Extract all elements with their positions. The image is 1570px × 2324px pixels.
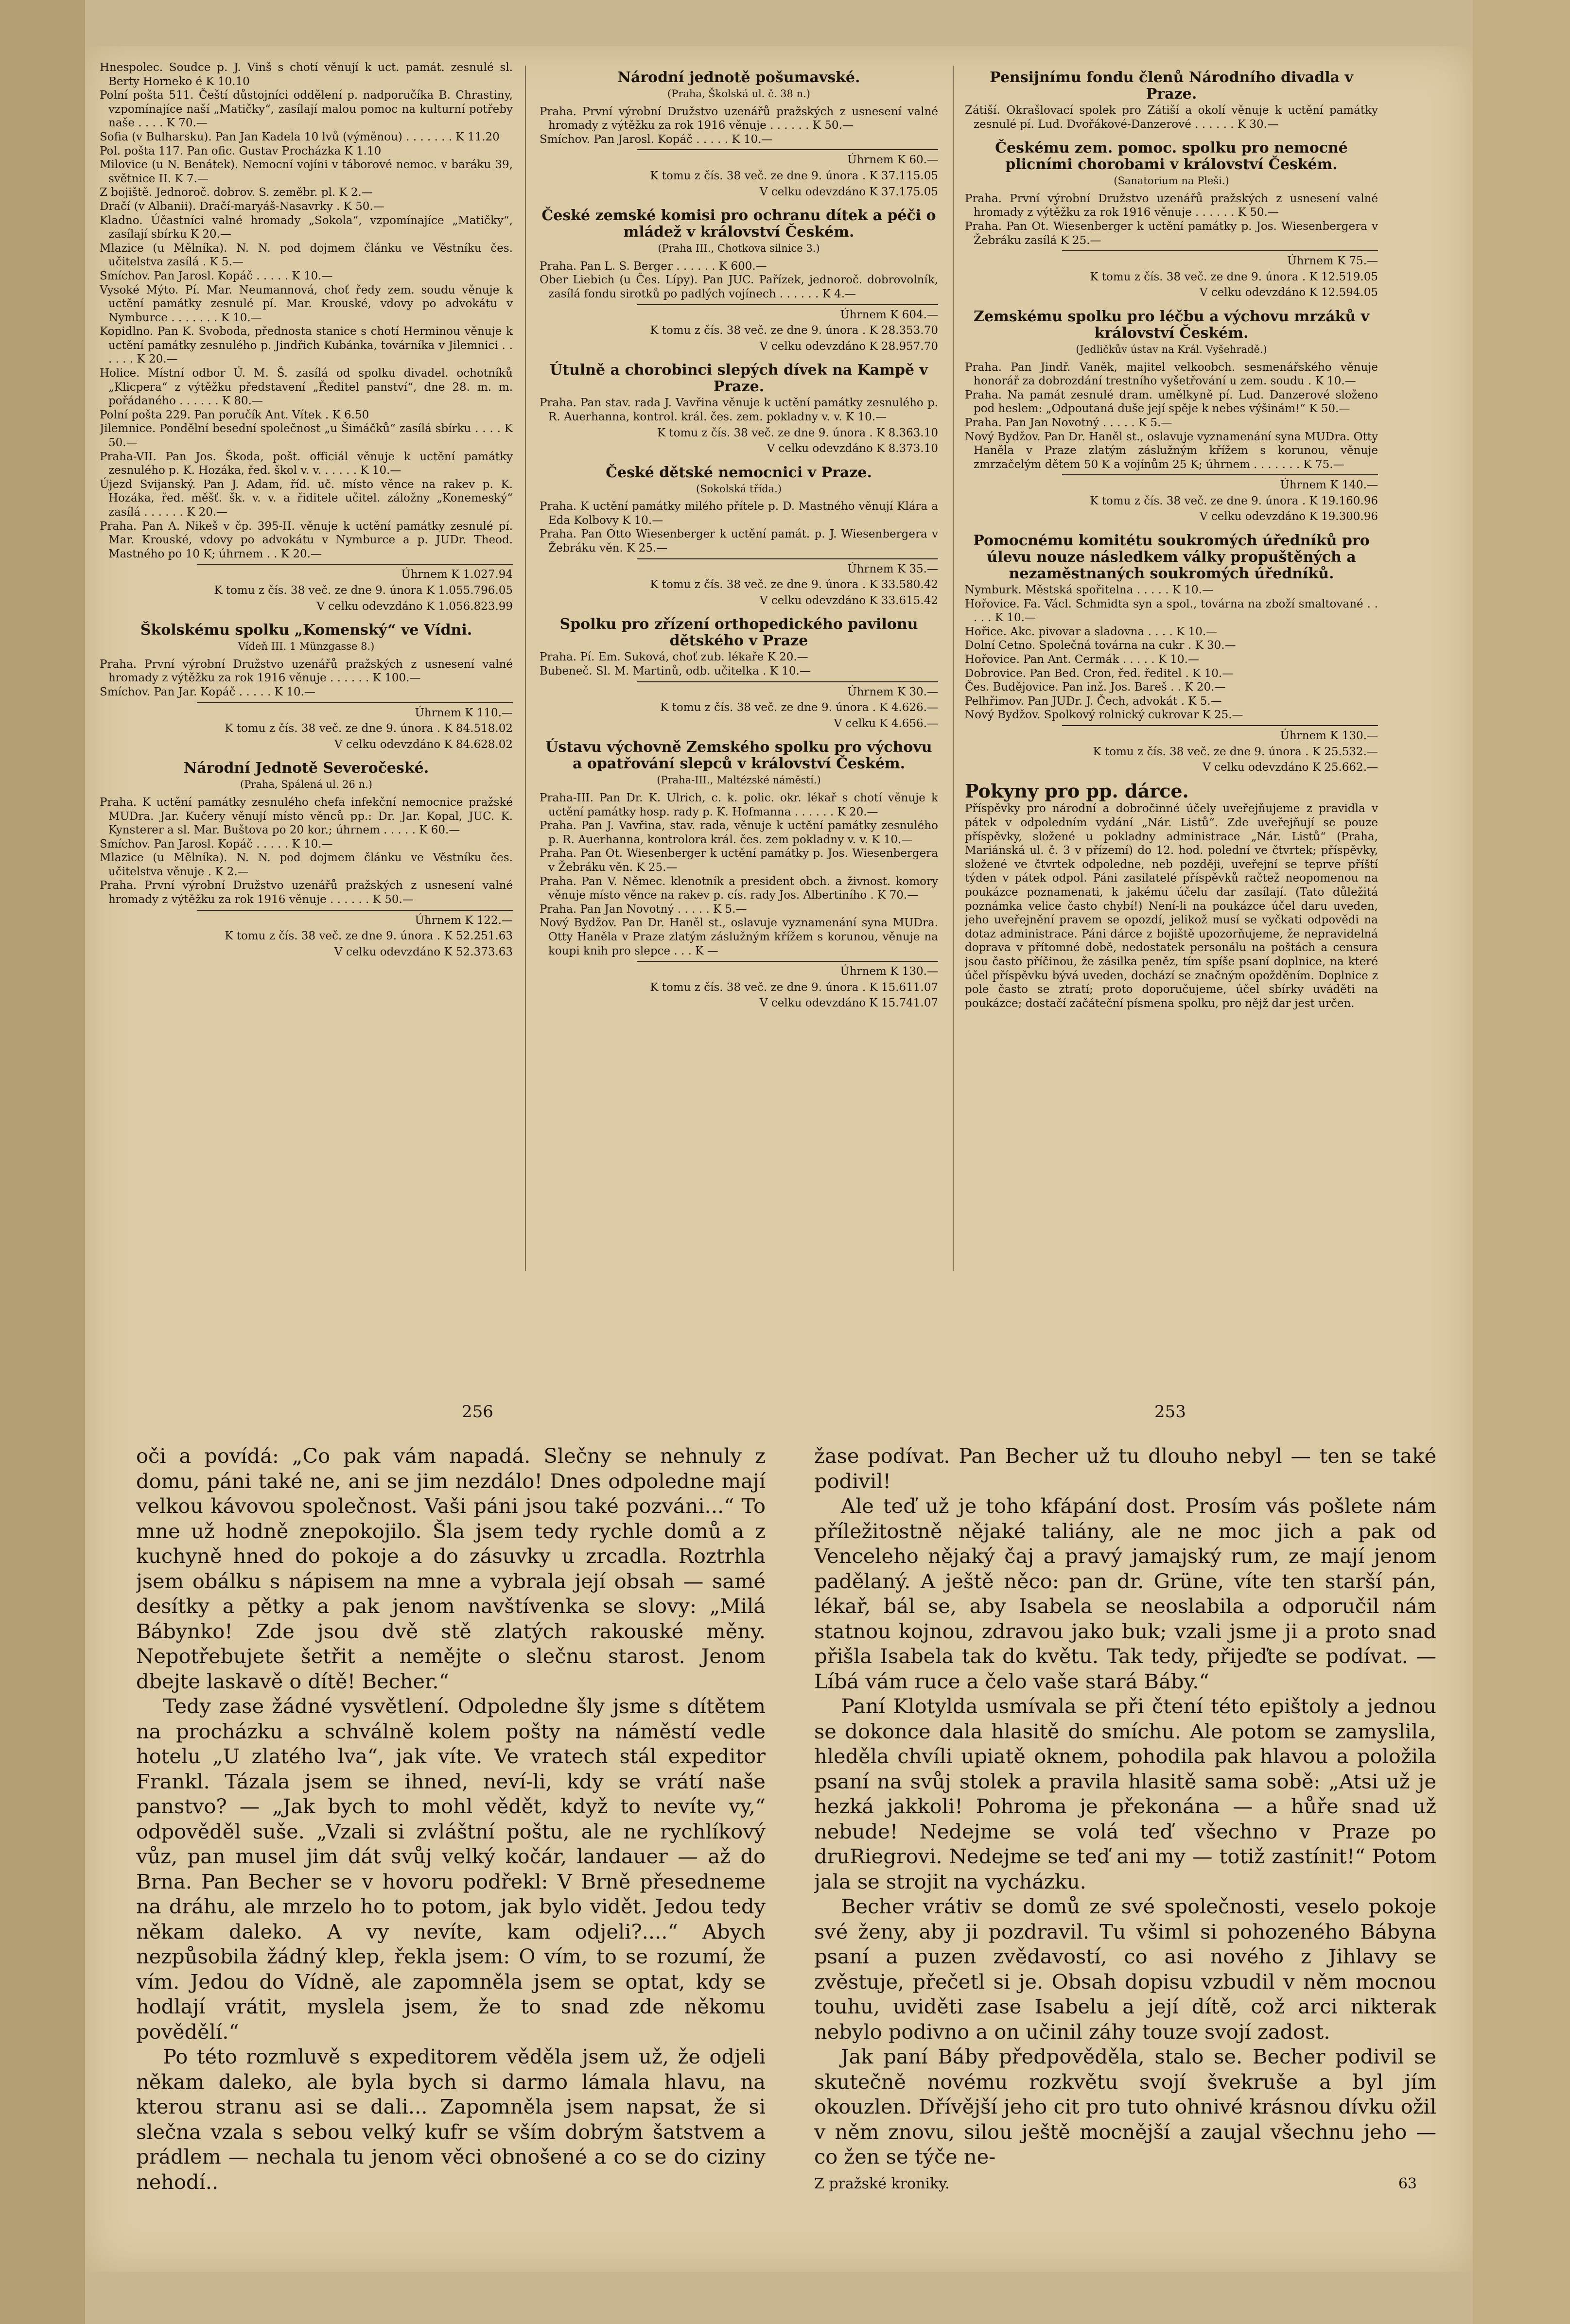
story-paragraph: Tedy zase žádné vysvětlení. Odpoledne šly jsme s dítětem na procházku a schválně kolem pošty na náměstí vedle hotelu „U zlatého lva“, jak víte. Ve vratech stál expeditor Frankl. Tázala jsem se ihned, neví-li, kdy se vrátí naše panstvo? — „Jak bych to mohl vědět, když to nevíte vy,“ odpověděl suše. „Vzali si zvláštní poštu, ale ne rychlíkový vůz, pan musel jim dát svůj velký kočár, landauer — až do Brna. Pan Becher se v hovoru podřekl: V Brně přesedneme na dráhu, ale mrzelo ho to potom, jak bylo vidět. Jedou tedy někam daleko. A vy nevíte, kam odjeli?....“ Abych nezpůsobila žádný klep, řekla jsem: O vím, to se rozumí, že vím. Jedou do Vídně, ale zapomněla jsem se optat, kdy se hodlají vrátit, myslela jsem, že to snad zde někomu povědělí.“ [136, 1694, 766, 2044]
subtotal: Úhrnem K 130.— [1280, 729, 1378, 742]
subtotal: Úhrnem K 122.— [415, 914, 513, 927]
carried-total: K tomu z čís. 38 več. ze dne 9. února . K 33.580.42 [650, 578, 938, 591]
donation-list [965, 361, 1378, 472]
donation-entry: Praha. Pan Jan Novotný . . . . . K 5.— [965, 416, 1172, 429]
donation-entry: Praha. Pan Jan Novotný . . . . . K 5.— [540, 902, 747, 916]
story-column-left [136, 1443, 766, 2221]
donation-entry: Milovice (u N. Benátek). Nemocní vojíni v táborové nemoc. v baráku 39, světnice II. K 7.— [100, 158, 513, 185]
grand-total: V celku odevzdáno K 52.373.63 [334, 945, 513, 958]
donation-entry: Hnespolec. Soudce p. J. Vinš s chotí věnují k uct. památ. zesnulé sl. Berty Horneko é K 10.10 [100, 61, 513, 88]
donation-entry: Smíchov. Pan Jarosl. Kopáč . . . . . K 10.— [540, 133, 773, 146]
donation-entry: Smíchov. Pan Jar. Kopáč . . . . . K 10.— [100, 685, 315, 698]
donation-entry: Praha. Pan stav. rada J. Vavřina věnuje k uctění památky zesnulého p. R. Auerhanna, kontrol. král. čes. zem. pokladny v. v. K 10.— [540, 397, 938, 423]
donation-entry: Mlazice (u Mělníka). N. N. pod dojmem článku ve Věstníku čes. učitelstva zasílá . K 5.— [100, 242, 513, 269]
story-paragraph: Po této rozmluvě s expeditorem věděla jsem už, že odjeli někam daleko, ale byla bych si darmo lámala hlavu, na kterou stranu asi se dali... Zapomněla jsem napsat, že si slečna vzala s sebou velký kufr se vším dobrým šatstvem a prádlem — nechala tu jenom věci obnošené a co se do ciziny nehodí.. [136, 2045, 766, 2194]
subtotal: Úhrnem K 130.— [840, 965, 938, 978]
donation-entry: Jilemnice. Pondělní besední společnost „u Šimáčků“ zasílá sbírku . . . . K 50.— [100, 422, 513, 450]
notice-text: Příspěvky pro národní a dobročinné účely uveřejňujeme z pravidla v pátek v odpoledním vydání „Nár. Listů“. Zde uveřejňují se pouze příspěvky, složené u pokladny administrace „Nár. Listů“ (Praha, Mariánská ul. č. 3 v přízemí) do 12. hod. polední ve čtvrtek; příspěvky, složené ve čtvrtek odpoledne, neb později, uveřejní se teprve příští týden v pátek odpol. Páni zasilatelé příspěvků račtež neopomenou na poukázce poznamenati, k jakému účelu dar zasílají. (Tato důležitá poznámka velice často chybí!) Není-li na poukázce účel daru uveden, jeho uveřejnění pravem se opozdí, jelikož musí se vyčkati odpovědi na dotaz administrace. Páni dárce z bojiště upozorňujeme, že nepravidelná doprava v přítomné době, nedostatek personálu na poštách a censura jsou často příčinou, že zásilka peněz, tím spíše psaní doplnice, na které účel příspěvku bývá uveden, dochází se značným opožděním. Doplnice z pole často se ztratí; proto doporučujeme, účel sbírky uváděti na poukázce; dostačí začáteční písmena spolku, pro nějž dar jest určen. [965, 802, 1378, 1010]
donation-entry: Hořice. Akc. pivovar a sladovna . . . . K 10.— [965, 625, 1218, 638]
donation-entry: Praha-VII. Pan Jos. Škoda, pošt. officiál věnuje k uctění památky zesnulého p. K. Hozáka, řed. škol v. v. . . . . . K 10.— [100, 450, 513, 477]
carried-total: K tomu z čís. 38 več. ze dne 9. února K 1.055.796.05 [214, 584, 513, 597]
section-subheading: (Praha, Spálená ul. 26 n.) [240, 779, 372, 791]
grand-total: V celku odevzdáno K 15.741.07 [759, 997, 938, 1010]
divider [1062, 725, 1378, 726]
section-heading: Ústavu výchovně Zemského spolku pro výchovu a opatřování slepců v království Českém. [545, 739, 932, 773]
carried-total: K tomu z čís. 38 več. ze dne 9. února . K 84.518.02 [225, 722, 513, 735]
subtotal: Úhrnem K 75.— [1287, 255, 1378, 268]
section-subheading: (Sokolská třída.) [696, 483, 782, 495]
story-paragraph: oči a povídá: „Co pak vám napadá. Slečny se nehnuly z domu, páni také ne, ani se jim nezdálo! Dnes odpoledne mají velkou kávovou společnost. Vaši páni jsou také pozváni...“ To mne už hodně znepokojilo. Šla jsem tedy rychle domů a z kuchyně hned do pokoje a do zásuvky u zrcadla. Roztrhla jsem obálku s nápisem na mne a vybrala její obsah — samé desítky a pětky a pak jenom navštívenka se slovy: „Milá Bábynko! Zde jsou dvě stě zlatých rakouské měny. Nepotřebujete šetřit a nemějte o slečnu starost. Jenom dbejte laskavě o dítě! Becher.“ [136, 1444, 766, 1693]
grand-total: V celku odevzdáno K 12.594.05 [1199, 286, 1378, 299]
section-subheading: (Praha-III., Maltézské náměstí.) [657, 774, 821, 786]
donation-entry: Praha. První výrobní Družstvo uzenářů pražských z usnesení valné hromady z výtěžku za rok 1916 věnuje . . . . . . K 100.— [100, 658, 513, 685]
divider [637, 681, 938, 682]
newspaper-page [85, 46, 1473, 2272]
donation-entry: Praha. Pan L. S. Berger . . . . . . K 600.— [540, 260, 767, 273]
story-page-number: 63 [1398, 2175, 1417, 2192]
donation-entry: Praha. Pí. Em. Suková, choť zub. lékaře K 20.— [540, 651, 808, 664]
carried-total: K tomu z čís. 38 več. ze dne 9. února . K 12.519.05 [1090, 270, 1378, 283]
donation-entry: Polní pošta 229. Pan poručík Ant. Vítek . K 6.50 [100, 408, 369, 421]
divider [197, 702, 513, 703]
section-heading: Spolku pro zřízení orthopedického pavilonu dětského v Praze [559, 616, 918, 650]
section-heading: Pomocnému komitétu soukromých úředníků pro úlevu nouze následkem války propuštěných a nezaměstnaných soukromých úředníků. [973, 532, 1370, 583]
carried-total: K tomu z čís. 38 več. ze dne 9. února . K 28.353.70 [650, 324, 938, 337]
section-heading: Národní jednotě pošumavské. [617, 69, 860, 86]
donation-list [540, 650, 938, 678]
donation-list [540, 105, 938, 147]
donation-entry: Praha. Pan V. Němec. klenotník a president obch. a živnost. komory věnuje místo věnce na rakev p. cís. rady Jos. Albertiního . K 70.— [540, 875, 938, 902]
divider [197, 564, 513, 565]
donation-entry: Praha. První výrobní Družstvo uzenářů pražských z usnesení valné hromady z výtěžku za rok 1916 věnuje . . . . . . K 50.— [540, 105, 938, 132]
story-column-right [814, 1443, 1436, 2221]
donation-entry: Praha. Pan Ot. Wiesenberger k uctění památky p. Jos. Wiesenbergera v Žebráku věn. K 25.— [540, 847, 938, 874]
carried-total: K tomu z čís. 38 več. ze dne 9. února . K 37.115.05 [650, 169, 938, 182]
page-number-left: 256 [462, 1402, 493, 1422]
story-paragraph: Becher vrátiv se domů ze své společnosti, veselo pokoje své ženy, aby ji pozdravil. Tu všiml si pohozeného Bábyna psaní a puzen zvědavostí, co asi nového z Jihlavy se zvěstuje, přečetl si je. Obsah dopisu vzbudil v něm mocnou touhu, uviděti zase Isabelu a její dítě, což arci nikterak nebylo podivno a on učinil záhy touze svojí zadost. [814, 1894, 1436, 2044]
story-source: Z pražské kroniky. [814, 2175, 950, 2192]
donation-entry: Ober Liebich (u Čes. Lípy). Pan JUC. Pařízek, jednoroč. dobrovolník, zasílá fondu sirotků po padlých vojínech . . . . . . K 4.— [540, 274, 938, 300]
story-paragraph: Paní Klotylda usmívala se při čtení této epištoly a jednou se dokonce dala hlasitě do smíchu. Ale potom se zamyslila, hleděla chvíli upiatě oknem, pohodila pak hlavou a položila psaní na svůj stolek a pravila hlasitě sama sobě: „Atsi už je hezká jakkoli! Pohroma je překonána — a hůře snad už nebude! Nedejme se volá teď všechno v Praze po druRiegrovi. Nedejme se teď ani my — totiž zastínit!“ Potom jala se strojit na vycházku. [814, 1694, 1436, 1893]
donation-entry: Čes. Budějovice. Pan inž. Jos. Bareš . . K 20.— [965, 681, 1226, 694]
donation-entry: Dolní Cetno. Společná továrna na cukr . K 30.— [965, 639, 1236, 652]
donation-entry: Pol. pošta 117. Pan ofic. Gustav Procházka K 1.10 [100, 144, 382, 157]
donation-list [100, 61, 513, 561]
donation-list [965, 192, 1378, 247]
grand-total: V celku odevzdáno K 28.957.70 [759, 340, 938, 353]
donation-entry: Hořovice. Pan Ant. Cermák . . . . . K 10.— [965, 653, 1199, 666]
section-heading: Pensijnímu fondu členů Národního divadla v Praze. [990, 69, 1353, 103]
donation-list [540, 500, 938, 555]
divider [1062, 474, 1378, 475]
grand-total: V celku odevzdáno K 1.056.823.99 [316, 600, 513, 613]
donation-entry: Holice. Místní odbor Ú. M. Š. zasílá od spolku divadel. ochotníků „Klicpera“ z výtěžku představení „Ředitel panství“, dne 28. m. m. pořádaného . . . . . . K 80.— [100, 367, 513, 408]
page-edge-right [1473, 0, 1570, 2324]
donation-entry: Kladno. Účastníci valné hromady „Sokola“, vzpomínajíce „Matičky“, zasílají sbírku K 20.— [100, 214, 513, 241]
subtotal: Úhrnem K 60.— [847, 154, 938, 167]
donation-entry: Zátiší. Okrašlovací spolek pro Zátiší a okolí věnuje k uctění památky zesnulé pí. Lud. Dvořákové-Danzerové . . . . . . K 30.— [965, 104, 1378, 131]
donation-entry: Praha. Pan J. Vavřina, stav. rada, věnuje k uctění památky zesnulého p. R. Auerhanna, kontrolora král. čes. zem pokladny v. v. K 10.— [540, 819, 938, 846]
divider [1062, 250, 1378, 251]
donation-list [540, 396, 938, 424]
donation-list [540, 791, 938, 958]
grand-total: V celku odevzdáno K 84.628.02 [334, 738, 513, 751]
grand-total: V celku odevzdáno K 37.175.05 [759, 185, 938, 198]
section-heading: Zemskému spolku pro léčbu a výchovu mrzáků v království Českém. [973, 308, 1370, 342]
subtotal: Úhrnem K 35.— [847, 562, 938, 575]
donation-entry: Praha. Pan Ot. Wiesenberger k uctění památky p. Jos. Wiesenbergera v Žebráku zasílá K 25.— [965, 220, 1378, 247]
section-heading: Školskému spolku „Komenský“ ve Vídni. [140, 622, 472, 639]
donation-entry: Praha. Pan A. Nikeš v čp. 395-II. věnuje k uctění památky zesnulé pí. Mar. Krouské, vdovy po advokátu v Nymburce a p. JUDr. Theod. Mastného po 10 K; úhrnem . . K 20.— [100, 520, 513, 560]
donation-column-2 [540, 61, 938, 1285]
page-number-right: 253 [1154, 1402, 1186, 1422]
donation-entry: Újezd Svijanský. Pan J. Adam, říd. uč. místo věnce na rakev p. K. Hozáka, řed. měšť. šk. v. v. a řiditele učitel. záložny „Konemeský“ zasílá . . . . . . K 20.— [100, 478, 513, 519]
section-heading: České dětské nemocnici v Praze. [606, 464, 872, 481]
donation-entry: Kopidlno. Pan K. Svoboda, přednosta stanice s chotí Herminou věnuje k uctění památky zesnulého p. Jindřich Kubánka, továrníka v Jilemnici . . . . . . K 20.— [100, 325, 513, 366]
grand-total: V celku odevzdáno K 8.373.10 [767, 442, 938, 455]
donation-entry: Vysoké Mýto. Pí. Mar. Neumannová, choť ředy zem. soudu věnuje k uctění památky zesnulé pí. Mar. Krouské, vdovy po advokátu v Nymburce . . . . . . . K 10.— [100, 283, 513, 324]
donation-entry: Nový Bydžov. Pan Dr. Haněl st., oslavuje vyznamenání syna MUDra. Otty Haněla v Praze zlatým záslužným křížem s korunou, věnuje na koupi knih pro slepce . . . K — [540, 917, 938, 957]
donation-entry: Nymburk. Městská spořitelna . . . . . K 10.— [965, 584, 1213, 597]
section-heading: Národní Jednotě Severočeské. [183, 760, 429, 777]
donation-entry: Dračí (v Albanii). Dračí-maryáš-Nasavrky . K 50.— [100, 200, 384, 213]
donation-entry: Praha. K uctění památky milého přítele p. D. Mastného věnují Klára a Eda Kolbovy K 10.— [540, 500, 938, 527]
section-subheading: (Praha III., Chotkova silnice 3.) [658, 243, 820, 255]
grand-total: V celku odevzdáno K 25.662.— [1203, 761, 1378, 774]
carried-total: K tomu z čís. 38 več. ze dne 9. února . K 19.160.96 [1090, 494, 1378, 507]
donation-entry: Dobrovice. Pan Bed. Cron, řed. ředitel . K 10.— [965, 667, 1234, 680]
donation-entry: Praha. První výrobní Družstvo uzenářů pražských z usnesení valné hromady z výtěžku za rok 1916 věnuje . . . . . . K 50.— [965, 192, 1378, 219]
story-paragraph: Ale teď už je toho kfápání dost. Prosím vás pošlete nám příležitostně nějaké taliány, ale ne moc jich a pak od Venceleho nějaký čaj a pravý jamajský rum, ze mají jenom padělaný. A ještě něco: pan dr. Grüne, víte ten starší pán, lékař, bál se, aby Isabela se neoslabila a odporučil nám statnou kojnou, zdravou jako buk; vzali jsme ji a proto snad přišla Isabela tak do květu. Tak tedy, přijeďte se podívat. — Líbá vám ruce a čelo vaše stará Báby.“ [814, 1494, 1436, 1693]
donation-entry: Praha. Pan Otto Wiesenberger k uctění památ. p. J. Wiesenbergera v Žebráku věn. K 25.— [540, 528, 938, 555]
section-heading: Českému zem. pomoc. spolku pro nemocné plicními chorobami v království Českém. [995, 139, 1348, 173]
subtotal: Úhrnem K 1.027.94 [401, 568, 513, 581]
section-subheading: (Sanatorium na Pleši.) [1114, 175, 1229, 187]
donation-entry: Smíchov. Pan Jarosl. Kopáč . . . . . K 10.— [100, 837, 333, 850]
donation-entry: Z bojiště. Jednoroč. dobrov. S. zeměbr. pl. K 2.— [100, 186, 373, 199]
column-rule [953, 66, 954, 1271]
grand-total: V celku odevzdáno K 33.615.42 [759, 594, 938, 607]
subtotal: Úhrnem K 604.— [840, 308, 938, 321]
donation-list [540, 260, 938, 301]
donation-entry: Hořovice. Fa. Václ. Schmidta syn a spol., továrna na zboží smaltované . . . . . K 10.— [965, 597, 1378, 624]
carried-total: K tomu z čís. 38 več. ze dne 9. února . K 15.611.07 [650, 981, 938, 994]
donation-column-3 [965, 61, 1378, 1285]
donation-entry: Bubeneč. Sl. M. Martinů, odb. učitelka . K 10.— [540, 665, 811, 678]
donation-list [100, 658, 513, 699]
section-subheading: (Praha, Školská ul. č. 38 n.) [667, 88, 810, 100]
carried-total: K tomu z čís. 38 več. ze dne 9. února . K 52.251.63 [225, 930, 513, 943]
donation-entry: Pelhřimov. Pan JUDr. J. Čech, advokát . K 5.— [965, 694, 1222, 708]
carried-total: K tomu z čís. 38 več. ze dne 9. února . K 4.626.— [660, 701, 938, 714]
subtotal: Úhrnem K 140.— [1280, 479, 1378, 492]
divider [637, 961, 938, 962]
donation-entry: Praha. K uctění památky zesnulého chefa infekční nemocnice pražské MUDra. Jar. Kučery věnují místo věnců pp.: Dr. Jar. Kopal, JUC. K. Kynsterer a sl. Mar. Buštova po 20 kor.; úhrnem . . . . . K 60.— [100, 796, 513, 837]
section-subheading: (Jedličkův ústav na Král. Vyšehradě.) [1076, 343, 1267, 355]
donation-column-1 [100, 61, 513, 1285]
notice-heading: Pokyny pro pp. dárce. [965, 780, 1189, 802]
carried-total: K tomu z čís. 38 več. ze dne 9. února . K 25.532.— [1093, 745, 1378, 758]
grand-total: V celku odevzdáno K 19.300.96 [1199, 510, 1378, 523]
column-rule [525, 66, 526, 1271]
grand-total: V celku K 4.656.— [834, 717, 938, 730]
subtotal: Úhrnem K 110.— [415, 706, 513, 719]
section-heading: České zemské komisi pro ochranu dítek a péči o mládež v království Českém. [541, 207, 936, 241]
story-footer [814, 2171, 1436, 2197]
divider [637, 149, 938, 150]
donation-entry: Praha. Na památ zesnulé dram. umělkyně pí. Lud. Danzerové složeno pod heslem: „Odpoutaná duše její spěje k nebes výšinám!“ K 50.— [965, 388, 1378, 416]
section-subheading: Vídeň III. 1 Münzgasse 8.) [238, 641, 375, 653]
donation-entry: Sofia (v Bulharsku). Pan Jan Kadela 10 lvů (výměnou) . . . . . . . K 11.20 [100, 130, 500, 143]
section-heading: Útulně a chorobinci slepých dívek na Kampě v Praze. [550, 362, 928, 396]
donation-entry: Praha. Pan Jindř. Vaněk, majitel velkoobch. sesmenářského věnuje honorář za dobrozdání trestního vyšetřování u zem. soudu . K 10.— [965, 361, 1378, 388]
donation-entry: Nový Bydžov. Pan Dr. Haněl st., oslavuje vyznamenání syna MUDra. Otty Haněla v Praze zlatým záslužným křížem s korunou, věnuje zmrzačelým dětem 50 K a vojínům 25 K; úhrnem . . . . . . . K 75.— [965, 430, 1378, 471]
donation-list [965, 104, 1378, 131]
donation-entry: Mlazice (u Mělníka). N. N. pod dojmem článku ve Věstníku čes. učitelstva věnuje . K 2.— [100, 851, 513, 878]
story-paragraph: žase podívat. Pan Becher už tu dlouho nebyl — ten se také podivil! [814, 1444, 1436, 1493]
carried-total: K tomu z čís. 38 več. ze dne 9. února . K 8.363.10 [657, 426, 938, 439]
divider [637, 304, 938, 305]
subtotal: Úhrnem K 30.— [847, 685, 938, 698]
donation-list [100, 796, 513, 907]
donation-entry: Nový Bydžov. Spolkový rolnický cukrovar K 25.— [965, 709, 1243, 722]
donation-entry: Polní pošta 511. Čeští důstojníci oddělení p. nadporučíka B. Chrastiny, vzpomínajíce naší „Matičky“, zasílají malou pomoc na kulturní potřeby naše . . . . K 70.— [100, 89, 513, 130]
donation-entry: Praha. První výrobní Družstvo uzenářů pražských z usnesení valné hromady z výtěžku za rok 1916 věnuje . . . . . . K 50.— [100, 879, 513, 906]
divider [637, 558, 938, 559]
story-paragraph: Jak paní Báby předpověděla, stalo se. Becher podivil se skutečně novému rozkvětu svojí švekruše a byl jím okouzlen. Dřívější jeho cit pro tuto ohnivé krásnou dívku ožil v něm znovu, silou ještě mocnější a zaujal všechnu jeho — co žen se týče ne- [814, 2045, 1436, 2168]
donation-entry: Praha-III. Pan Dr. K. Ulrich, c. k. polic. okr. lékař s chotí věnuje k uctění památky hosp. rady p. K. Hofmanna . . . . . . K 20.— [540, 792, 938, 818]
page-edge-left [0, 0, 85, 2324]
divider [197, 910, 513, 911]
donation-list [965, 583, 1378, 722]
donation-entry: Smíchov. Pan Jarosl. Kopáč . . . . . K 10.— [100, 269, 333, 282]
